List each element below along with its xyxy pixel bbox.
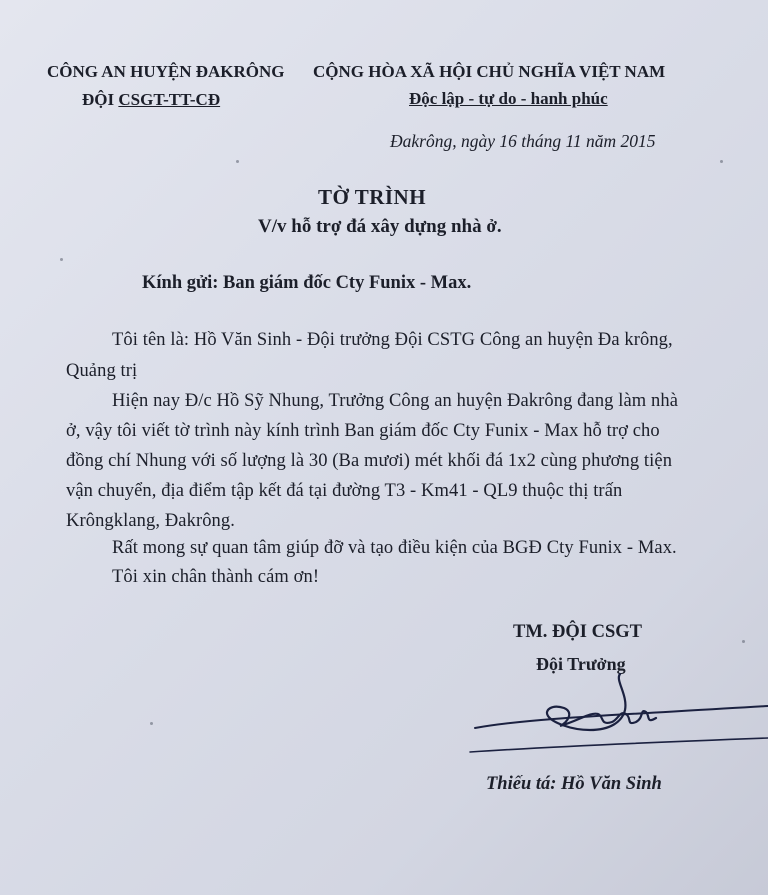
body-line: Krôngklang, Đakrông. bbox=[66, 511, 235, 531]
paper-speck bbox=[720, 160, 723, 163]
body-line: Quảng trị bbox=[66, 361, 138, 381]
body-line: Rất mong sự quan tâm giúp đỡ và tạo điều kiện của BGĐ Cty Funix - Max. bbox=[112, 538, 677, 558]
unit-name-prefix: ĐỘI bbox=[82, 90, 119, 109]
unit-name bbox=[82, 90, 220, 110]
body-line: Hiện nay Đ/c Hồ Sỹ Nhung, Trưởng Công an huyện Đakrông đang làm nhà bbox=[112, 391, 679, 411]
body-line: đồng chí Nhung với số lượng là 30 (Ba mươi) mét khối đá 1x2 cùng phương tiện bbox=[66, 451, 673, 471]
paper-speck bbox=[60, 258, 63, 261]
body-line: Tôi xin chân thành cám ơn! bbox=[112, 567, 320, 587]
body-line: Tôi tên là: Hồ Văn Sinh - Đội trưởng Đội CSTG Công an huyện Đa krông, bbox=[112, 330, 673, 350]
national-motto: Độc lập - tự do - hanh phúc bbox=[409, 89, 608, 108]
signature-role: Đội Trưởng bbox=[536, 654, 626, 674]
paper-speck bbox=[150, 722, 153, 725]
agency-name: CÔNG AN HUYỆN ĐAKRÔNG bbox=[47, 62, 285, 81]
document-subject: V/v hỗ trợ đá xây dựng nhà ở. bbox=[258, 216, 502, 237]
unit-name-code: CSGT-TT-CĐ bbox=[118, 90, 221, 109]
national-title: CỘNG HÒA XÃ HỘI CHỦ NGHĨA VIỆT NAM bbox=[313, 62, 666, 81]
place-date: Đakrông, ngày 16 tháng 11 năm 2015 bbox=[390, 131, 656, 151]
document-title: TỜ TRÌNH bbox=[318, 185, 427, 209]
signer-name: Thiếu tá: Hồ Văn Sinh bbox=[486, 774, 662, 794]
recipient: Kính gửi: Ban giám đốc Cty Funix - Max. bbox=[142, 273, 472, 293]
body-line: vận chuyển, địa điểm tập kết đá tại đường T3 - Km41 - QL9 thuộc thị trấn bbox=[66, 481, 623, 501]
paper-speck bbox=[236, 160, 239, 163]
handwritten-signature bbox=[440, 660, 768, 770]
signature-org: TM. ĐỘI CSGT bbox=[513, 622, 643, 642]
paper-speck bbox=[742, 640, 745, 643]
body-line: ở, vậy tôi viết tờ trình này kính trình Ban giám đốc Cty Funix - Max hỗ trợ cho bbox=[66, 421, 660, 441]
